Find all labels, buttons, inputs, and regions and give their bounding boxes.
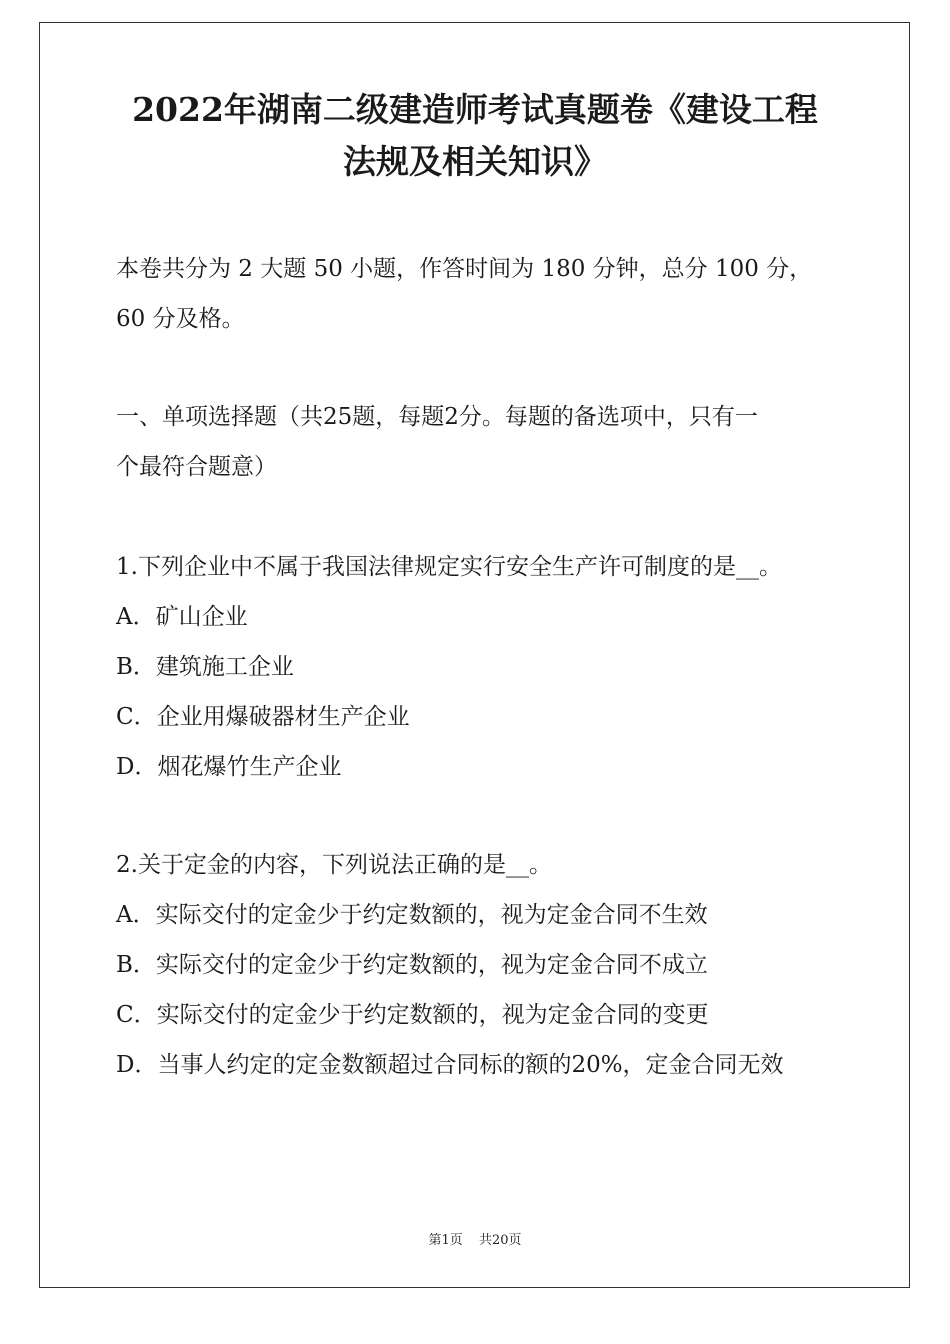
option-b: B．实际交付的定金少于约定数额的，视为定金合同不成立	[116, 952, 708, 978]
intro-line-2: 60 分及格。	[116, 306, 245, 332]
question-stem: 1.下列企业中不属于我国法律规定实行安全生产许可制度的是__。	[116, 554, 782, 580]
page-total: 共20页	[478, 1233, 522, 1248]
section-line-1: 一、单项选择题（共25题，每题2分。每题的备选项中，只有一	[116, 404, 758, 430]
option-d: D．当事人约定的定金数额超过合同标的额的20%，定金合同无效	[116, 1052, 784, 1078]
option-a: A．矿山企业	[116, 604, 248, 630]
page-footer	[40, 1232, 910, 1250]
page-number: 第1页	[428, 1233, 463, 1248]
option-c: C．实际交付的定金少于约定数额的，视为定金合同的变更	[116, 1002, 709, 1028]
option-d: D．烟花爆竹生产企业	[116, 754, 342, 780]
question-stem: 2.关于定金的内容，下列说法正确的是__。	[116, 852, 552, 878]
option-a: A．实际交付的定金少于约定数额的，视为定金合同不生效	[116, 902, 708, 928]
option-b: B．建筑施工企业	[116, 654, 294, 680]
option-c: C．企业用爆破器材生产企业	[116, 704, 410, 730]
question-2	[116, 840, 856, 1090]
intro-line-1: 本卷共分为 2 大题 50 小题，作答时间为 180 分钟，总分 100 分，	[116, 256, 813, 282]
section-line-2: 个最符合题意）	[116, 454, 277, 480]
section-heading	[116, 392, 856, 492]
title-line-1: 2022年湖南二级建造师考试真题卷《建设工程	[132, 90, 818, 129]
question-1	[116, 542, 856, 792]
title-line-2: 法规及相关知识》	[343, 142, 607, 181]
document-title	[40, 84, 910, 188]
exam-intro	[116, 244, 856, 344]
